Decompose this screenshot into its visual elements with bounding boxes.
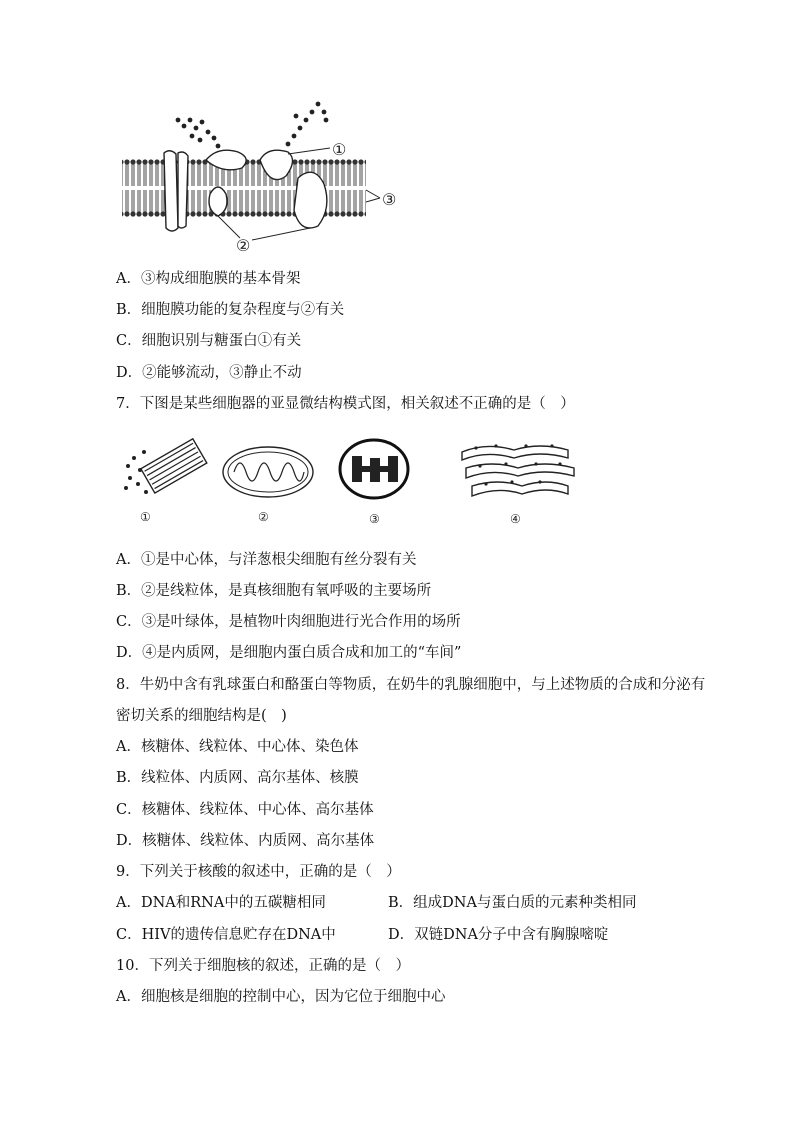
q9-option-a: A．DNA和RNA中的五碳糖相同 [116, 895, 326, 911]
q8-option-b: B．线粒体、内质网、高尔基体、核膜 [116, 770, 359, 786]
q10-stem: 10．下列关于细胞核的叙述，正确的是（ ） [116, 958, 410, 974]
organelle-label-4: ④ [510, 512, 521, 526]
organelle-label-3: ③ [369, 512, 380, 526]
q9-option-c: C．HIV的遗传信息贮存在DNA中 [116, 927, 336, 943]
membrane-diagram [118, 98, 408, 258]
membrane-label-2: ② [236, 236, 251, 255]
q8-option-d: D．核糖体、线粒体、内质网、高尔基体 [116, 833, 375, 849]
organelle-label-2: ② [258, 510, 269, 524]
q7-option-c: C．③是叶绿体，是植物叶肉细胞进行光合作用的场所 [116, 614, 461, 630]
q8-option-c: C．核糖体、线粒体、中心体、高尔基体 [116, 802, 374, 818]
q8-stem-line1: 8．牛奶中含有乳球蛋白和酪蛋白等物质，在奶牛的乳腺细胞中，与上述物质的合成和分泌有 [116, 677, 706, 693]
q6-option-b: B．细胞膜功能的复杂程度与②有关 [116, 302, 345, 318]
er-figure [456, 438, 580, 504]
q7-option-d: D．④是内质网，是细胞内蛋白质合成和加工的“车间” [116, 645, 462, 661]
q10-option-a: A．细胞核是细胞的控制中心，因为它位于细胞中心 [116, 989, 446, 1005]
organelle-label-1: ① [140, 510, 151, 524]
chloroplast-figure [338, 438, 410, 500]
q8-option-a: A．核糖体、线粒体、中心体、染色体 [116, 739, 359, 755]
q9-option-b: B．组成DNA与蛋白质的元素种类相同 [388, 895, 637, 911]
membrane-label-3: ③ [382, 190, 397, 209]
q9-stem: 9．下列关于核酸的叙述中，正确的是（ ） [116, 864, 401, 880]
membrane-label-1: ① [332, 140, 347, 159]
centriole-figure [116, 436, 216, 506]
q7-option-b: B．②是线粒体，是真核细胞有氧呼吸的主要场所 [116, 583, 432, 599]
q8-stem-line2: 密切关系的细胞结构是( ) [116, 708, 287, 724]
q6-option-c: C．细胞识别与糖蛋白①有关 [116, 333, 302, 349]
q6-option-d: D．②能够流动，③静止不动 [116, 365, 302, 381]
q7-option-a: A．①是中心体，与洋葱根尖细胞有丝分裂有关 [116, 552, 417, 568]
q7-stem: 7．下图是某些细胞器的亚显微结构模式图，相关叙述不正确的是（ ） [116, 396, 575, 412]
q6-option-a: A．③构成细胞膜的基本骨架 [116, 271, 301, 287]
mitochondrion-figure [220, 444, 316, 500]
q9-option-d: D．双链DNA分子中含有胸腺嘧啶 [388, 927, 609, 943]
